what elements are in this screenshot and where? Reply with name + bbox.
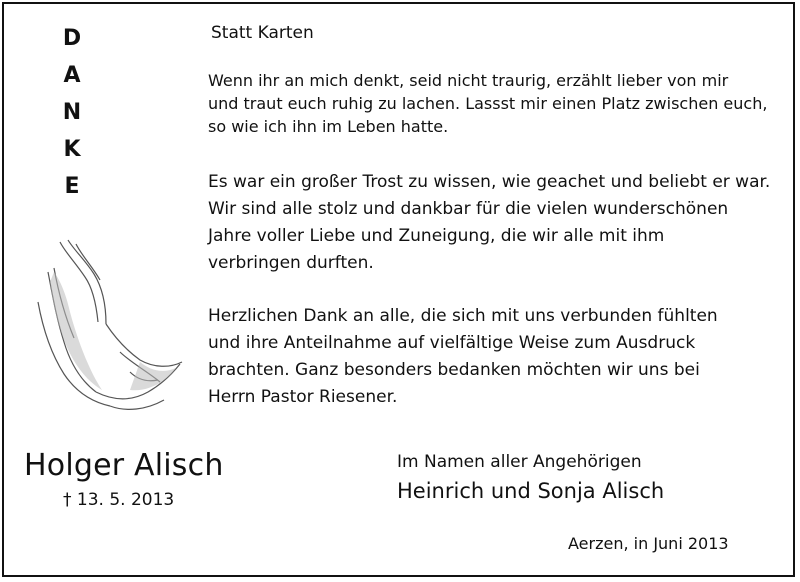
praying-hands-icon [30, 232, 190, 422]
place-date: Aerzen, in Juni 2013 [568, 534, 729, 553]
signature-intro: Im Namen aller Angehörigen [397, 452, 642, 472]
danke-letter: E [64, 174, 80, 199]
poem-line: so wie ich ihn im Leben hatte. [208, 117, 449, 136]
danke-letter: K [63, 137, 81, 162]
paragraph-line: verbringen durften. [208, 253, 374, 273]
paragraph-line: Jahre voller Liebe und Zuneigung, die wir alle mit ihm [208, 226, 665, 246]
death-date: † 13. 5. 2013 [63, 490, 175, 510]
danke-vertical-heading [60, 20, 84, 205]
danke-letter: N [62, 100, 82, 125]
danke-letter: A [63, 63, 81, 88]
paragraph-line: Herrn Pastor Riesener. [208, 387, 398, 407]
paragraph-line: Es war ein großer Trost zu wissen, wie geachet und beliebt er war. [208, 172, 771, 192]
paragraph-line: brachten. Ganz besonders bedanken möchten wir uns bei [208, 360, 700, 380]
paragraph-line: und ihre Anteilnahme auf vielfältige Weise zum Ausdruck [208, 333, 696, 353]
poem-line: Wenn ihr an mich denkt, seid nicht traurig, erzählt lieber von mir [208, 71, 729, 90]
paragraph-line: Herzlichen Dank an alle, die sich mit uns verbunden fühlten [208, 306, 718, 326]
deceased-name: Holger Alisch [24, 448, 224, 483]
header-statt-karten: Statt Karten [211, 23, 314, 43]
paragraph-line: Wir sind alle stolz und dankbar für die vielen wunderschönen [208, 199, 729, 219]
signature-names: Heinrich und Sonja Alisch [397, 479, 665, 503]
poem-line: und traut euch ruhig zu lachen. Lassst mir einen Platz zwischen euch, [208, 94, 768, 113]
danke-letter: D [62, 26, 82, 51]
